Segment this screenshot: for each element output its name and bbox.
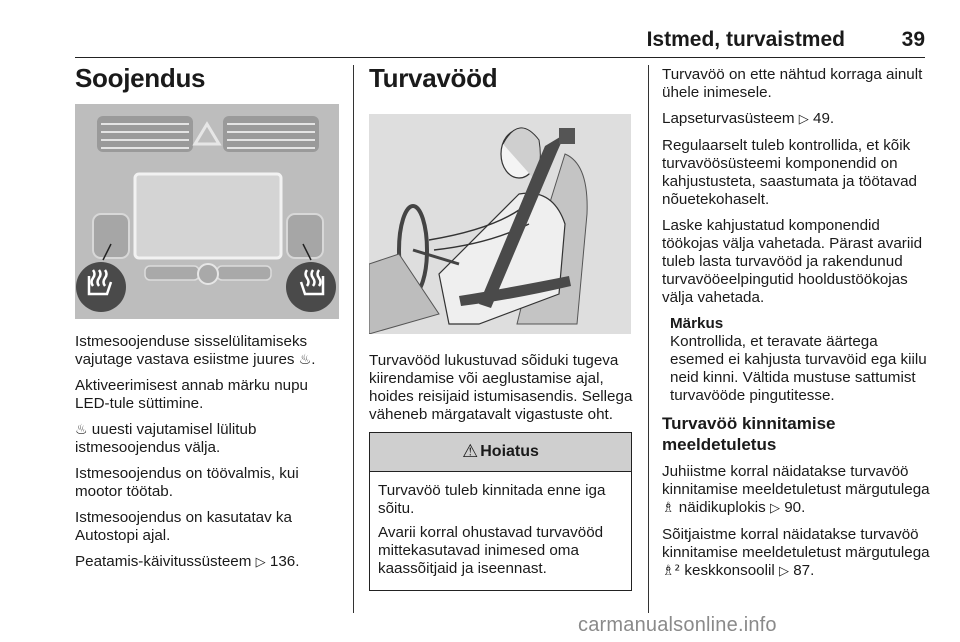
paragraph: Laske kahjustatud komponendid töökojas välja vahetada. Pärast avariid tuleb lasta turvavööd ja rakendunud turvavööeelpingutid hooldustöökojas välja vahetada. (662, 217, 923, 306)
paragraph: Peatamis-käivitussüsteem ▷ 136. (75, 553, 300, 570)
warning-box (369, 432, 632, 591)
paragraph: Lapseturvasüsteem ▷ 49. (662, 110, 835, 127)
page-reference[interactable]: 87. (793, 562, 815, 579)
column-divider (648, 65, 649, 613)
seatbelt-warning-icon: ♗ (662, 500, 675, 516)
page-ref-arrow-icon: ▷ (798, 112, 809, 127)
warning-header: ⚠ Hoiatus (370, 433, 631, 472)
paragraph: Turvavöö tuleb kinnitada enne iga sõitu. (378, 482, 606, 517)
column-seatbelt-reminder (662, 66, 930, 589)
note-title: Märkus (670, 315, 724, 332)
chapter-title: Istmed, turvaistmed (646, 28, 845, 51)
dashboard-illustration (75, 104, 339, 319)
page-reference[interactable]: 90. (784, 499, 806, 516)
page-ref-arrow-icon: ▷ (778, 564, 789, 579)
page-header (75, 26, 925, 58)
paragraph: Istmesoojendus on töövalmis, kui mootor töötab. (75, 465, 299, 500)
watermark: carmanualsonline.info (578, 614, 777, 636)
note-box (670, 315, 930, 405)
column-divider (353, 65, 354, 613)
column-seatbelts (369, 62, 637, 591)
section-heading-heating: Soojendus (75, 63, 206, 93)
section-heading-reminder: Turvavöö kinnitamise meeldetuletus (662, 414, 836, 454)
section-heading-seatbelts: Turvavööd (369, 63, 498, 93)
warning-triangle-icon: ⚠ (462, 441, 479, 462)
paragraph: Aktiveerimisest annab märku nupu LED-tule süttimine. (75, 377, 308, 412)
passenger-seatbelt-warning-icon: ♗² (662, 563, 681, 579)
paragraph: Sõitjaistme korral näidatakse turvavöö kinnitamise meeldetuletust märgutulega ♗² keskkonsoolil ▷ 87. (662, 526, 930, 579)
warning-body (370, 472, 631, 590)
paragraph: ♨ uuesti vajutamisel lülitub istmesoojendus välja. (75, 421, 257, 456)
page-ref-arrow-icon: ▷ (770, 501, 780, 516)
page-number: 39 (901, 28, 925, 51)
seat-heat-icon: ♨ (75, 422, 88, 438)
page-reference[interactable]: 136. (269, 553, 300, 570)
page-ref-arrow-icon: ▷ (255, 555, 266, 570)
page-reference[interactable]: 49. (813, 110, 835, 127)
paragraph: Turvavöö on ette nähtud korraga ainult ühele inimesele. (662, 66, 923, 101)
note-text: Kontrollida, et teravate äärtega esemed ei kahjusta turvavöid ega kiilu neid kinni. Vältida mustuse sattumist turvavööde pingutitesse. (670, 333, 927, 404)
paragraph: Istmesoojenduse sisselülitamiseks vajutage vastava esiistme juures ♨. (75, 333, 316, 368)
seatbelt-illustration (369, 114, 631, 334)
column-heating (75, 62, 345, 580)
paragraph: Istmesoojendus on kasutatav ka Autostopi ajal. (75, 509, 292, 544)
paragraph: Turvavööd lukustuvad sõiduki tugeva kiirendamise või aeglustamise ajal, hoides reisijaid istumisasendis. Sellega väheneb märgatavalt vigastuste oht. (369, 352, 633, 423)
seat-heat-icon: ♨ (298, 352, 312, 368)
paragraph: Regulaarselt tuleb kontrollida, et kõik turvavöösüsteemi komponendid on kahjustusteta, saastumata ja töötavad nõuetekohaselt. (662, 137, 917, 208)
paragraph: Avarii korral ohustavad turvavööd mittekasutavad inimesed oma kaassõitjaid ja iseennast. (378, 524, 604, 577)
paragraph: Juhiistme korral näidatakse turvavöö kinnitamise meeldetuletust märgutulega ♗ näidikuplokis ▷ 90. (662, 463, 930, 516)
